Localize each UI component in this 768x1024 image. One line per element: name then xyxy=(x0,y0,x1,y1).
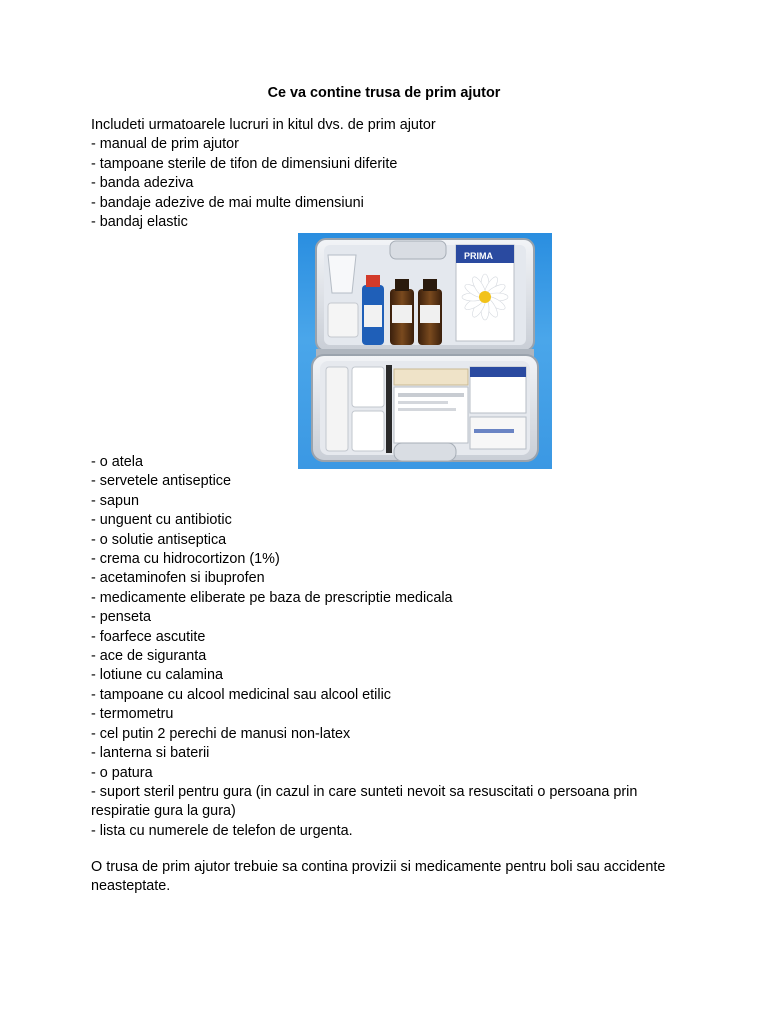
list-item: - tampoane sterile de tifon de dimensiuni diferite xyxy=(91,155,398,172)
list-item: - penseta xyxy=(91,609,152,626)
list-item: - banda adeziva xyxy=(91,175,194,192)
list-item: - termometru xyxy=(91,706,174,723)
brand-label: PRIMA xyxy=(464,251,493,261)
list-item: - ace de siguranta xyxy=(91,648,207,665)
list-item: - o patura xyxy=(91,764,153,781)
list-item: - lotiune cu calamina xyxy=(91,667,223,684)
intro-section xyxy=(91,116,691,232)
list-item: - bandaj elastic xyxy=(91,214,188,231)
first-aid-kit-photo xyxy=(298,233,552,469)
intro-text: Includeti urmatoarele lucruri in kitul dvs. de prim ajutor xyxy=(91,117,436,133)
list-item: - medicamente eliberate pe baza de prescriptie medicala xyxy=(91,589,453,606)
list-item: - lanterna si baterii xyxy=(91,745,210,762)
list-item: - crema cu hidrocortizon (1%) xyxy=(91,551,280,568)
supplies-list xyxy=(91,453,691,841)
list-item: - servetele antiseptice xyxy=(91,473,231,490)
document-title: Ce va contine trusa de prim ajutor xyxy=(267,85,501,101)
list-item: - bandaje adezive de mai multe dimensiuni xyxy=(91,194,364,211)
list-item: - o atela xyxy=(91,454,143,470)
list-item: - foarfece ascutite xyxy=(91,628,206,645)
list-item: - sapun xyxy=(91,492,139,509)
list-item: - o solutie antiseptica xyxy=(91,531,227,548)
list-item: - unguent cu antibiotic xyxy=(91,512,232,529)
list-item: - lista cu numerele de telefon de urgenta. xyxy=(91,822,353,839)
list-item: - manual de prim ajutor xyxy=(91,136,239,153)
closing-paragraph: O trusa de prim ajutor trebuie sa contina provizii si medicamente pentru boli sau accidente neasteptate. xyxy=(91,859,666,895)
list-item: - tampoane cu alcool medicinal sau alcool etilic xyxy=(91,686,391,703)
list-item: - suport steril pentru gura (in cazul in care sunteti nevoit sa resuscitati o persoana prin respiratie gura la gura) xyxy=(91,783,638,820)
list-item: - acetaminofen si ibuprofen xyxy=(91,570,265,587)
list-item: - cel putin 2 perechi de manusi non-latex xyxy=(91,725,351,742)
first-aid-kit-illustration xyxy=(298,233,552,469)
